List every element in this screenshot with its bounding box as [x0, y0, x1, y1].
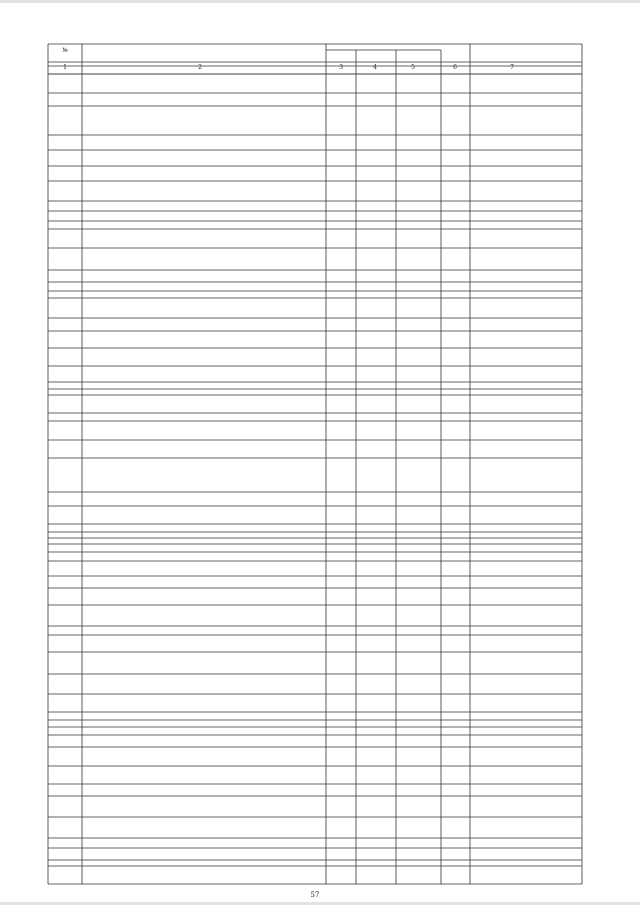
- column-number-4: 4: [373, 64, 377, 71]
- column-number-2: 2: [198, 64, 202, 71]
- number-column-label: №: [62, 47, 68, 54]
- column-number-5: 5: [411, 64, 415, 71]
- column-number-6: 6: [453, 64, 457, 71]
- column-number-1: 1: [63, 64, 67, 71]
- budget-table-grid: [48, 44, 582, 884]
- column-number-3: 3: [339, 64, 343, 71]
- column-number-7: 7: [510, 64, 514, 71]
- page-number: 57: [310, 891, 320, 899]
- budget-table-header: [62, 47, 514, 71]
